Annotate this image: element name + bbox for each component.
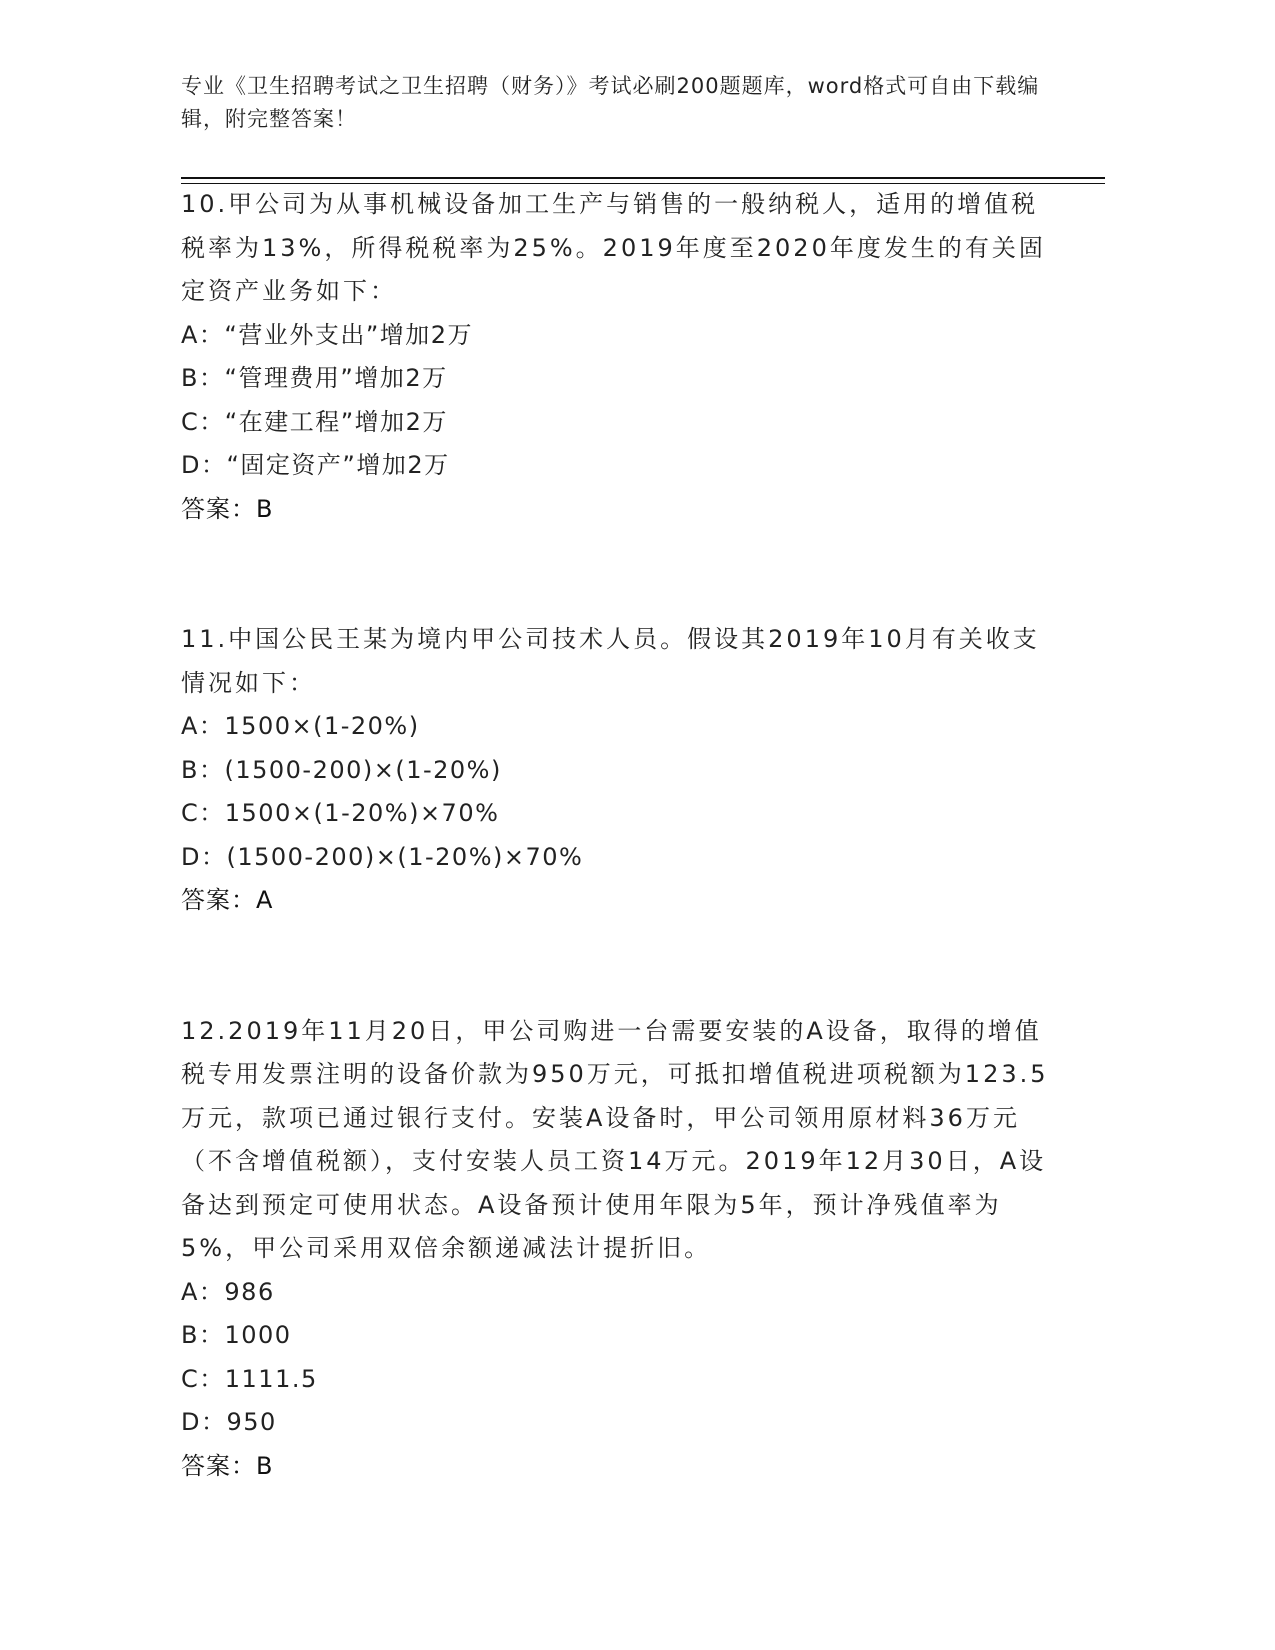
- option-a: A：“营业外支出”增加2万: [181, 320, 474, 349]
- option-a: A：1500×(1-20%): [181, 712, 420, 740]
- option-c: C：1500×(1-20%)×70%: [181, 799, 500, 827]
- option-c: C：“在建工程”增加2万: [181, 407, 448, 436]
- answer-line: 答案：A: [181, 886, 274, 914]
- option-d: D：950: [181, 1408, 277, 1436]
- option-a: A：986: [181, 1277, 275, 1306]
- question-stem: 10.甲公司为从事机械设备加工生产与销售的一般纳税人，适用的增值税税率为13%，所得税税率为25%。2019年度至2020年度发生的有关固定资产业务如下：: [181, 190, 1046, 305]
- question-stem: 11.中国公民王某为境内甲公司技术人员。假设其2019年10月有关收支情况如下：: [181, 625, 1040, 697]
- option-d: D：(1500-200)×(1-20%)×70%: [181, 842, 584, 871]
- option-d: D：“固定资产”增加2万: [181, 451, 450, 479]
- answer-line: 答案：B: [181, 494, 274, 523]
- question-list: [181, 183, 1061, 1488]
- option-b: B：(1500-200)×(1-20%): [181, 755, 502, 784]
- document-header: 专业《卫生招聘考试之卫生招聘（财务）》考试必刷200题题库，word格式可自由下载编辑，附完整答案！: [181, 74, 1040, 131]
- header-divider-thick: [181, 177, 1105, 179]
- question-12: [181, 1010, 1061, 1489]
- question-10: [181, 183, 1061, 531]
- question-11: [181, 618, 1061, 923]
- option-b: B：“管理费用”增加2万: [181, 364, 448, 392]
- answer-line: 答案：B: [181, 1451, 274, 1480]
- question-spacer: [181, 531, 1061, 618]
- option-b: B：1000: [181, 1321, 292, 1349]
- option-c: C：1111.5: [181, 1364, 318, 1393]
- question-stem: 12.2019年11月20日，甲公司购进一台需要安装的A设备，取得的增值税专用发票注明的设备价款为950万元，可抵扣增值税进项税额为123.5万元，款项已通过银行支付。安装A设备时，甲公司领用原材料36万元（不含增值税额），支付安装人员工资14万元。2019年12月30日，A设备达到预定可使用状态。A设备预计使用年限为5年，预计净残值率为5%，甲公司采用双倍余额递减法计提折旧。: [181, 1016, 1049, 1262]
- question-spacer: [181, 923, 1061, 1010]
